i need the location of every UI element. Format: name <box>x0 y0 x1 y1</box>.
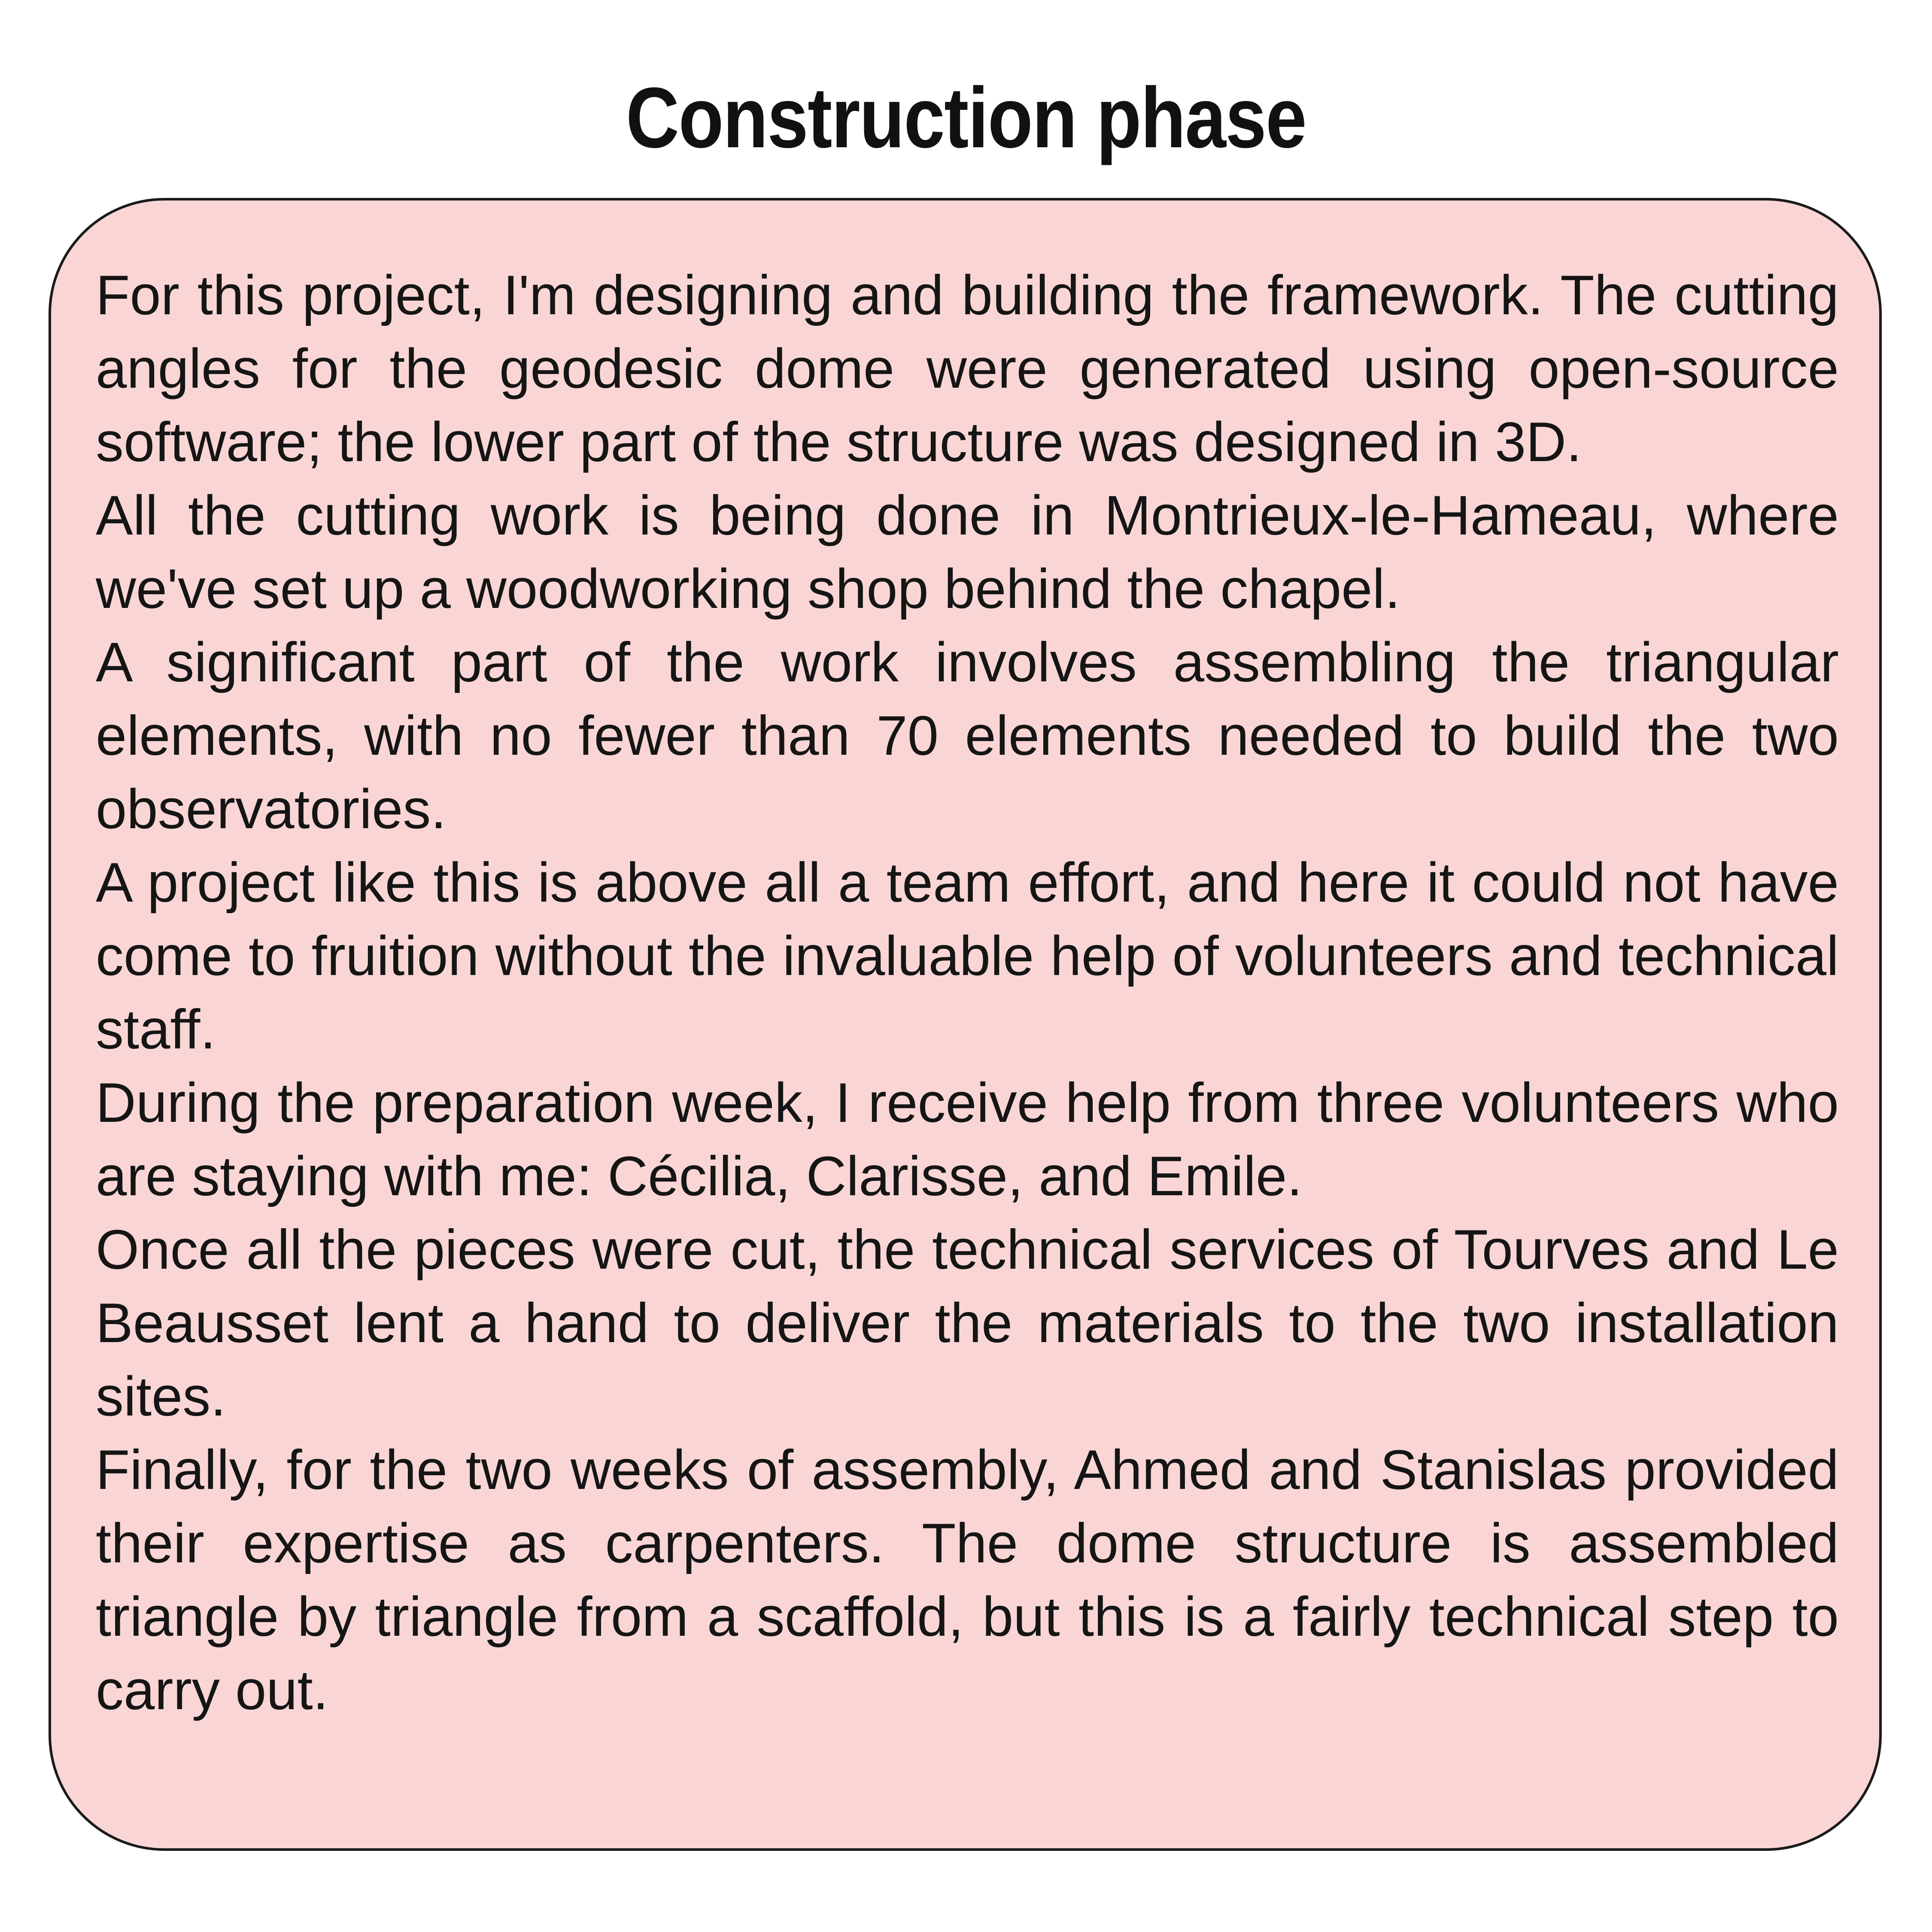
panel-body <box>96 258 1839 1727</box>
paragraph-framework-design: For this project, I'm designing and building the framework. The cutting angles for the geodesic dome were generated using open-source software; the lower part of the structure was designed in 3D. <box>96 264 1839 473</box>
paragraph-triangular-elements: A significant part of the work involves assembling the triangular elements, with no fewer than 70 elements needed to build the two observatories. <box>96 631 1839 840</box>
paragraph-team-effort: A project like this is above all a team effort, and here it could not have come to fruition without the invaluable help of volunteers and technical staff. <box>96 851 1839 1060</box>
paragraph-preparation-week: During the preparation week, I receive help from three volunteers who are staying with me: Cécilia, Clarisse, and Emile. <box>96 1071 1839 1207</box>
paragraph-technical-services: Once all the pieces were cut, the technical services of Tourves and Le Beausset lent a hand to deliver the materials to the two installation sites. <box>96 1218 1839 1428</box>
page-title: Construction phase <box>626 70 1306 166</box>
paragraph-woodworking-shop: All the cutting work is being done in Montrieux-le-Hameau, where we've set up a woodworking shop behind the chapel. <box>96 484 1839 620</box>
text-panel <box>49 198 1882 1851</box>
paragraph-assembly: Finally, for the two weeks of assembly, Ahmed and Stanislas provided their expertise as carpenters. The dome structure is assembled triangle by triangle from a scaffold, but this is a fairly technical step to carry out. <box>96 1438 1839 1721</box>
